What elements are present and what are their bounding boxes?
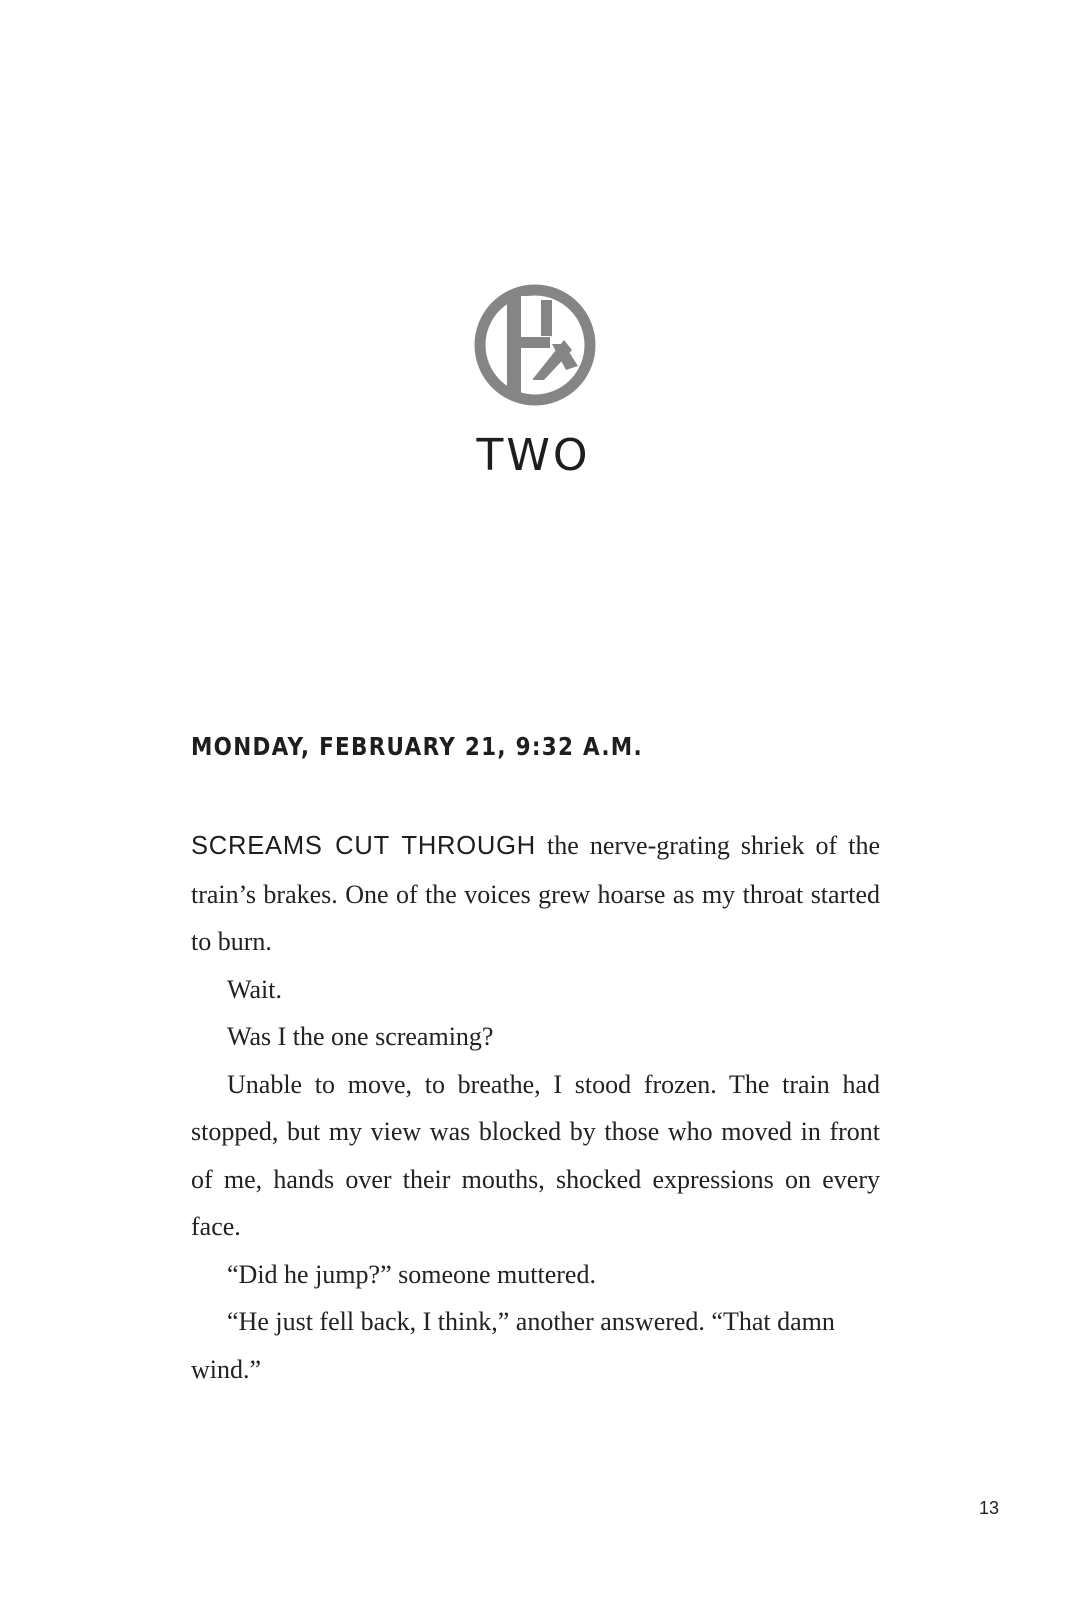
paragraph-4: Unable to move, to breathe, I stood frozen. The train had stopped, but my view was blocked by those who moved in front of me, hands over their mouths, shocked expressions on every face. — [191, 1069, 880, 1241]
body-text — [191, 822, 880, 1393]
scene-timestamp: MONDAY, FEBRUARY 21, 9:32 A.M. — [191, 732, 643, 761]
page-number: 13 — [978, 1498, 999, 1518]
chapter-number: TWO — [476, 430, 591, 481]
paragraph-3: Was I the one screaming? — [227, 1022, 494, 1051]
paragraph-1-text: the nerve-grating shriek of the train’s brakes. One of the voices grew hoarse as my throat started to burn. — [191, 831, 880, 956]
paragraph-2: Wait. — [227, 974, 282, 1004]
lead-in-caps: SCREAMS CUT THROUGH — [191, 832, 536, 860]
chapter-emblem-icon — [472, 282, 598, 408]
paragraph-5: “Did he jump?” someone muttered. — [227, 1259, 596, 1289]
paragraph-1 — [191, 822, 880, 966]
paragraph-6: “He just fell back, I think,” another answered. “That damn wind.” — [191, 1307, 835, 1384]
